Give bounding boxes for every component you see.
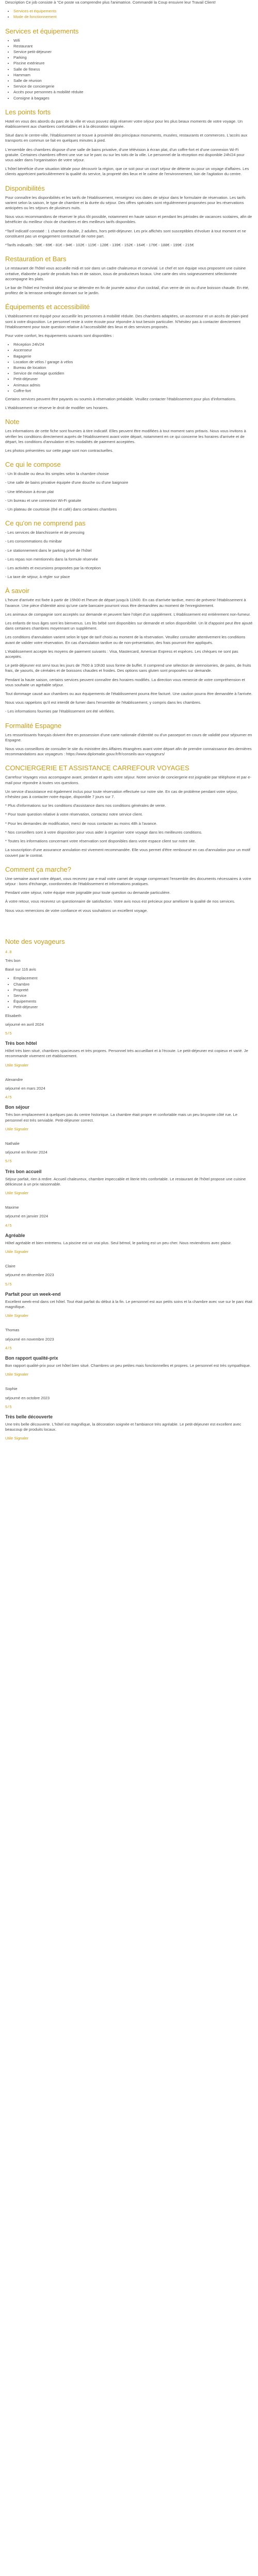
conciergerie-text: La souscription d'une assurance annulation est vivement recommandée. Elle vous permet d'être remboursé en cas d'annulation pour un motif couvert par le contrat. [5, 848, 251, 858]
review-title: Bon séjour [5, 1105, 30, 1110]
accessibilite-item: • Petit-déjeuner [13, 377, 253, 382]
review-useful-link[interactable]: Utile [5, 1191, 13, 1195]
review-author: Alexandre [5, 1077, 23, 1082]
how-it-works-text: À votre retour, vous recevrez un questionnaire de satisfaction. Votre avis nous est précieux pour améliorer la qualité de nos services. [5, 899, 235, 904]
points-forts-text: L'hôtel bénéficie d'une situation idéale pour découvrir la région, que ce soit pour un court séjour de détente ou pour un voyage d'affaires. Les clients apprécient particulièrement la qualité du service, la propreté des lieux et le calme de l'environnement, loin de l'agitation du centre. [5, 166, 249, 177]
review-author: Sophie [5, 1386, 18, 1392]
review-useful-link[interactable]: Utile [5, 1372, 13, 1377]
intro-links [5, 9, 253, 20]
disponibilites-text: Pour connaître les disponibilités et les tarifs de l'établissement, renseignez vos dates de séjour dans le formulaire de réservation. Les tarifs varient selon la saison, le type de chambre et la durée du séjour. Des offres spéciales sont régulièrement proposées pour les réservations anticipées ou les séjours de plusieurs nuits. [5, 195, 246, 211]
a-savoir-text: L'heure d'arrivée est fixée à partir de 15h00 et l'heure de départ jusqu'à 11h00. En cas d'arrivée tardive, merci de prévenir l'établissement à l'avance. Une pièce d'identité ainsi qu'une carte bancaire pourront vous être demandées au moment de l'enregistrement. [5, 598, 246, 608]
review-useful-link[interactable]: Utile [5, 1313, 13, 1318]
review-rating: 4/5 [5, 1345, 12, 1350]
conciergerie-text: Un service d'assistance est également inclus pour toute réservation effectuée sur notre site. En cas de problème pendant votre séjour, n'hésitez pas à contacter notre équipe, disponible 7 jours sur 7. [5, 789, 238, 800]
review [5, 1386, 253, 1441]
a-savoir-text: Le petit-déjeuner est servi tous les jours de 7h00 à 10h30 sous forme de buffet. Il comprend une sélection de viennoiseries, de pains, de fruits frais, de yaourts, de céréales et de boissons chaudes et froides. Des options sans gluten sont proposées sur demande. [5, 663, 251, 673]
how-it-works-text: Nous vous remercions de votre confiance et vous souhaitons un excellent voyage. [5, 908, 148, 913]
criteria-item: • Petit-déjeuner [13, 1005, 253, 1010]
review-report-link[interactable]: Signaler [14, 1126, 29, 1131]
review-date: séjourné en novembre 2023 [5, 1336, 54, 1342]
review-date: séjourné en octobre 2023 [5, 1395, 50, 1400]
criteria-item: • Chambre [13, 982, 253, 987]
restauration-title: Restauration et Bars [5, 255, 67, 263]
restauration-text: Le bar de l'hôtel est l'endroit idéal pour se détendre en fin de journée autour d'un cocktail, d'un verre de vin ou d'une boisson chaude. En été, profitez de la terrasse ombragée donnant sur le jardin. [5, 285, 249, 296]
reviews-section [5, 938, 253, 1442]
review [5, 1264, 253, 1318]
review-report-link[interactable]: Signaler [14, 1372, 29, 1377]
review-body: Hôtel agréable et bien entretenu. La piscine est un vrai plus. Seul bémol, le parking est un peu cher. Nous reviendrons avec plaisir. [5, 1240, 232, 1245]
services-item: • Consigne à bagages [13, 96, 253, 101]
review-title: Agréable [5, 1232, 25, 1238]
accessibilite-item: • Bagagerie [13, 354, 253, 359]
review-date: séjourné en janvier 2024 [5, 1214, 49, 1219]
review [5, 1013, 253, 1068]
accessibilite-item: • Animaux admis [13, 383, 253, 388]
reviews-based: Basé sur 116 avis [5, 967, 36, 972]
conciergerie-text: Carrefour Voyages vous accompagne avant, pendant et après votre séjour. Notre service de conciergerie est joignable par téléphone et par e-mail pour répondre à toutes vos questions. [5, 775, 252, 785]
accessibilite-item: • Location de vélos / garage à vélos [13, 360, 253, 365]
criteria-item: • Propreté [13, 988, 253, 993]
services-title: Services et équipements [5, 27, 79, 35]
review-date: séjourné en février 2024 [5, 1150, 47, 1155]
restauration-text: Le restaurant de l'hôtel vous accueille midi et soir dans un cadre chaleureux et convivial. Le chef et son équipe vous proposent une cuisine créative, élaborée à partir de produits frais et de saison, issus de producteurs locaux. Une carte des vins soigneusement sélectionnée accompagne les plats. [5, 266, 246, 281]
services-item: • Salle de réunion [13, 78, 253, 83]
services-item: • Wifi [13, 38, 253, 43]
reviews-score: 4.8 [5, 949, 12, 954]
note-text: Les photos présentées sur cette page sont non contractuelles. [5, 448, 114, 453]
compose-title: Ce qui le compose [5, 461, 61, 469]
criteria-item: • Service [13, 993, 253, 998]
review-rating: 5/5 [5, 1404, 12, 1409]
review-rating: 5/5 [5, 1159, 12, 1164]
not-included-title: Ce qu'on ne comprend pas [5, 519, 86, 528]
review-body: Hôtel très bien situé, chambres spacieuses et très propres. Personnel très accueillant et à l'écoute. Le petit-déjeuner est copieux et varié. Je recommande vivement cet établissement. [5, 1048, 248, 1059]
formalites-text: Les ressortissants français doivent être en possession d'une carte nationale d'identité ou d'un passeport en cours de validité pour séjourner en Espagne. [5, 732, 252, 742]
review-rating: 4/5 [5, 1223, 12, 1228]
review-rating: 5/5 [5, 1281, 12, 1286]
review-author: Nathalie [5, 1141, 20, 1146]
review-title: Très bon accueil [5, 1168, 42, 1174]
services-item: • Service de conciergerie [13, 84, 253, 89]
intro-link-services[interactable]: Services et équipements [13, 9, 57, 14]
review-title: Très belle découverte [5, 1414, 53, 1420]
note-title: Note [5, 418, 20, 426]
note-text: Les informations de cette fiche sont fournies à titre indicatif. Elles peuvent être modifiées à tout moment sans préavis. Nous vous invitons à vérifier les conditions directement auprès de l'établissement avant votre départ, notamment en ce qui concerne les horaires d'arrivée et de départ, les conditions d'annulation et les modalités de paiement acceptées. [5, 429, 246, 444]
accessibilite-text: Certains services peuvent être payants ou soumis à réservation préalable. Veuillez contacter l'établissement pour plus d'informations. [5, 396, 236, 401]
accessibilite-item: • Réception 24h/24 [13, 342, 253, 347]
a-savoir-text: Pendant la haute saison, certains services peuvent connaître des horaires modifiés. La direction vous remercie de votre compréhension et vous souhaite un agréable séjour. [5, 677, 245, 687]
review [5, 1077, 253, 1132]
disponibilites-title: Disponibilités [5, 184, 45, 192]
review-useful-link[interactable]: Utile [5, 1436, 13, 1441]
not-included-item: - Les consommations du minibar [5, 539, 62, 544]
intro-link-fonctionnement[interactable]: Mode de fonctionnement [13, 14, 57, 20]
points-forts-text: L'ensemble des chambres dispose d'une salle de bains privative, d'une télévision à écran plat, d'un coffre-fort et d'une connexion Wi-Fi gratuite. Certaines chambres offrent une vue sur le parc ou sur les toits de la ville. Le personnel de la réception est disponible 24h/24 pour vous aider dans l'organisation de votre séjour. [5, 147, 245, 163]
services-item: • Salle de fitness [13, 67, 253, 72]
accessibilite-item: • Service de ménage quotidien [13, 371, 253, 376]
review-body: Très bon emplacement à quelques pas du centre historique. La chambre était propre et confortable mais un peu bruyante côté rue. Le personnel est très serviable. Petit-déjeuner correct. [5, 1112, 238, 1123]
compose-item: - Une salle de bains privative équipée d'une douche ou d'une baignoire [5, 480, 128, 485]
review [5, 1328, 253, 1377]
points-forts-title: Les points forts [5, 108, 51, 116]
accessibilite-item: • Ascenseur [13, 348, 253, 353]
a-savoir-text: L'établissement accepte les moyens de paiement suivants : Visa, Mastercard, American Express et espèces. Les chèques ne sont pas acceptés. [5, 649, 238, 659]
review-title: Parfait pour un week-end [5, 1291, 61, 1297]
a-savoir-text: Les enfants de tous âges sont les bienvenus. Les lits bébé sont disponibles sur demande et selon disponibilité. Un lit d'appoint peut être ajouté dans certaines chambres moyennant un supplément. [5, 621, 253, 631]
accessibilite-text: L'établissement est équipé pour accueillir les personnes à mobilité réduite. Des chambres adaptées, un ascenseur et un accès de plain-pied sont à votre disposition. Le personnel reste à votre écoute pour répondre à tout besoin particulier. N'hésitez pas à contacter directement l'établissement pour toute question relative à l'accessibilité des lieux et des services proposés. [5, 314, 248, 329]
services-item: • Parking [13, 55, 253, 60]
intro-text: Description Ce job consiste à "Ce poste va comprendre plus l'animatrice. Commandé la Coup ensuivre leur Travail Client! [5, 0, 216, 5]
review-report-link[interactable]: Signaler [14, 1191, 29, 1195]
points-forts-text: Situé dans le centre-ville, l'établissement se trouve à proximité des principaux monuments, musées, restaurants et commerces. L'accès aux transports en commun se fait en quelques minutes à pied. [5, 133, 248, 143]
compose-item: - Un lit double ou deux lits simples selon la chambre choisie [5, 471, 109, 477]
accessibilite-text: L'établissement se réserve le droit de modifier ses horaires. [5, 405, 109, 411]
accessibilite-item: • Coffre-fort [13, 388, 253, 394]
not-included-item: - Les services de blanchisserie et de pressing [5, 530, 85, 535]
services-item: • Service petit-déjeuner [13, 49, 253, 55]
a-savoir-title: À savoir [5, 587, 29, 595]
review-title: Bon rapport qualité-prix [5, 1355, 58, 1361]
services-item: • Restaurant [13, 44, 253, 49]
review-date: séjourné en décembre 2023 [5, 1273, 54, 1278]
review-rating: 4/5 [5, 1095, 12, 1100]
how-it-works-text: Pendant votre séjour, notre équipe reste joignable pour toute question ou demande particulière. [5, 890, 171, 895]
tarifs-text: *Tarifs indicatifs : 58€ - 69€ - 81€ - 94€ - 102€ - 115€ - 128€ - 139€ - 152€ - 164€ - 176€ - 188€ - 199€ - 215€ [5, 243, 194, 248]
criteria-item: • Emplacement [13, 976, 253, 981]
review-body: Une très belle découverte. L'hôtel est magnifique, la décoration soignée et l'ambiance très agréable. Le petit-déjeuner est excellent avec beaucoup de produits locaux. [5, 1422, 241, 1432]
review-body: Excellent week-end dans cet hôtel. Tout était parfait du début à la fin. Le personnel est aux petits soins et la chambre avec vue sur le parc était magnifique. [5, 1299, 252, 1310]
services-item: • Hammam [13, 73, 253, 78]
review [5, 1205, 253, 1255]
review-body: Bon rapport qualité-prix pour cet hôtel bien situé. Chambres un peu petites mais fonctionnelles et propres. Le personnel est très sympathique. [5, 1363, 251, 1368]
accessibilite-item: • Bureau de location [13, 365, 253, 370]
review-body: Séjour parfait, rien à redire. Accueil chaleureux, chambre impeccable et literie très confortable. Le restaurant de l'hôtel propose une cuisine délicieuse à un prix raisonnable. [5, 1176, 246, 1187]
disponibilites-text: Nous vous recommandons de réserver le plus tôt possible, notamment en haute saison et pendant les périodes de vacances scolaires, afin de bénéficier du meilleur choix de chambres et des meilleurs tarifs disponibles. [5, 214, 252, 225]
conciergerie-text: * Toutes les informations concernant votre réservation sont disponibles dans votre espace client sur notre site. [5, 839, 196, 844]
review-useful-link[interactable]: Utile [5, 1062, 13, 1067]
services-item: • Accès pour personnes à mobilité réduite [13, 90, 253, 95]
review-report-link[interactable]: Signaler [14, 1249, 29, 1255]
criteria-item: • Équipements [13, 999, 253, 1004]
how-it-works-text: Une semaine avant votre départ, vous recevrez par e-mail votre carnet de voyage comprenant l'ensemble des documents nécessaires à votre séjour : bons d'échange, coordonnées de l'établissement et informations pratiques. [5, 876, 251, 886]
review [5, 1141, 253, 1196]
review-date: séjourné en avril 2024 [5, 1022, 44, 1027]
reviews-criteria [5, 976, 253, 1010]
not-included-item: - Les repas non mentionnés dans la formule réservée [5, 556, 98, 562]
not-included-item: - Le stationnement dans le parking privé de l'hôtel [5, 548, 92, 553]
reviews-label: Très bon [5, 958, 21, 963]
review-report-link[interactable]: Signaler [14, 1313, 29, 1318]
how-it-works-title: Comment ça marche? [5, 865, 71, 873]
not-included-item: - La taxe de séjour, à régler sur place [5, 574, 70, 580]
review-report-link[interactable]: Signaler [14, 1062, 29, 1067]
review-rating: 5/5 [5, 1030, 12, 1036]
conciergerie-text: * Pour toute question relative à votre réservation, contactez notre service client. [5, 812, 143, 817]
conciergerie-title: CONCIERGERIE ET ASSISTANCE CARREFOUR VOYAGES [5, 764, 189, 772]
conciergerie-text: * Nos conseillers sont à votre disposition pour vous aider à organiser votre voyage dans les meilleures conditions. [5, 829, 202, 835]
a-savoir-text: - Les informations fournies par l'établissement ont été vérifiées. [5, 709, 115, 714]
a-savoir-text: Les conditions d'annulation varient selon le type de tarif choisi au moment de la réservation. Veuillez consulter attentivement les conditions avant de valider votre réservation. En cas d'annulation tardive ou de non-présentation, des frais pourront être appliqués. [5, 635, 246, 645]
conciergerie-text: * Plus d'informations sur les conditions d'assistance dans nos conditions générales de vente. [5, 803, 166, 808]
review-author: Elisabeth [5, 1013, 22, 1018]
a-savoir-text: Les animaux de compagnie sont acceptés sur demande et peuvent faire l'objet d'un supplément. L'établissement est entièrement non-fumeur. [5, 612, 251, 617]
review-useful-link[interactable]: Utile [5, 1126, 13, 1131]
accessibilite-list [5, 342, 253, 394]
review-title: Très bon hôtel [5, 1041, 37, 1046]
formalites-title: Formalité Espagne [5, 721, 62, 730]
formalites-text: Nous vous conseillons de consulter le site du ministère des Affaires étrangères avant votre départ afin de prendre connaissance des dernières recommandations aux voyageurs : https://www.diplomatie.gouv.fr/fr/conseils-aux-voyageurs/ [5, 747, 252, 757]
compose-item: - Un plateau de courtoisie (thé et café) dans certaines chambres [5, 506, 117, 512]
review-report-link[interactable]: Signaler [14, 1436, 29, 1441]
review-author: Thomas [5, 1328, 20, 1333]
conciergerie-text: * Pour les demandes de modification, merci de nous contacter au moins 48h à l'avance. [5, 821, 157, 826]
services-item: • Piscine extérieure [13, 61, 253, 66]
points-forts-text: Hotel en vous des abords du parc de la ville et vous pouvez déjà réserver votre séjour pour les plus beaux moments de votre voyage. Un établissement aux chambres confortables et à la décoration soignée. [5, 118, 243, 129]
compose-item: - Une télévision à écran plat [5, 489, 54, 494]
review-author: Maxime [5, 1205, 19, 1210]
services-list [5, 38, 253, 101]
compose-item: - Un bureau et une connexion Wi-Fi gratuite [5, 498, 82, 503]
reviews-title: Note des voyageurs [5, 937, 65, 945]
not-included-item: - Les activités et excursions proposées par la réception [5, 566, 101, 570]
review-author: Claire [5, 1264, 15, 1269]
review-useful-link[interactable]: Utile [5, 1249, 13, 1255]
review-date: séjourné en mars 2024 [5, 1086, 45, 1091]
disponibilites-text: *Tarif indicatif constaté : 1 chambre double, 2 adultes, hors petit-déjeuner. Les prix affichés sont susceptibles d'évoluer à tout moment et ne constituent pas un engagement contractuel de notre part. [5, 228, 246, 239]
a-savoir-text: Tout dommage causé aux chambres ou aux équipements de l'établissement pourra être facturé. Une caution pourra être demandée à l'arrivée. [5, 691, 253, 697]
accessibilite-text: Pour votre confort, les équipements suivants sont disponibles : [5, 333, 114, 338]
a-savoir-text: Nous vous rappelons qu'il est interdit de fumer dans l'ensemble de l'établissement, y compris dans les chambres. [5, 700, 202, 705]
accessibilite-title: Équipements et accessibilité [5, 303, 90, 311]
